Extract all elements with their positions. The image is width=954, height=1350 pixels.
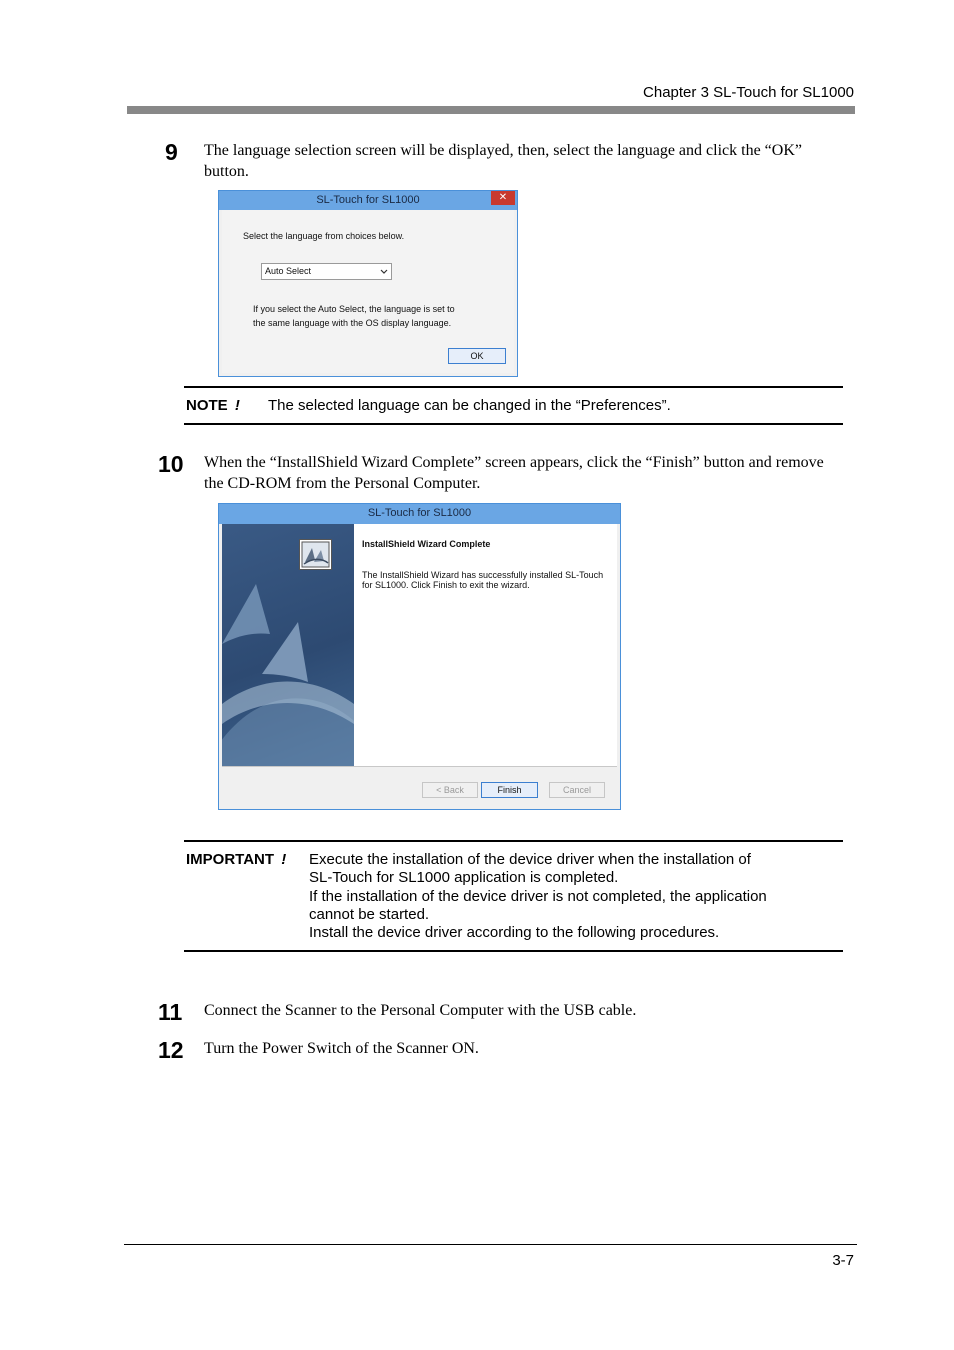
note-label-text: NOTE — [186, 397, 228, 414]
footer-rule — [124, 1244, 857, 1245]
important-top-rule — [184, 840, 843, 842]
auto-select-info-line2: the same language with the OS display language. — [253, 318, 452, 328]
chevron-down-icon — [380, 268, 388, 275]
finish-button[interactable]: Finish — [481, 782, 538, 798]
step-number-10: 10 — [158, 451, 184, 477]
step-text-11: Connect the Scanner to the Personal Computer with the USB cable. — [204, 1002, 637, 1019]
wizard-heading: InstallShield Wizard Complete — [362, 539, 491, 549]
note-label — [186, 397, 240, 415]
close-icon[interactable]: ✕ — [491, 191, 515, 205]
language-prompt: Select the language from choices below. — [243, 231, 405, 241]
important-line-1: Execute the installation of the device driver when the installation of — [309, 851, 751, 868]
wizard-title: SL-Touch for SL1000 — [219, 504, 620, 524]
chapter-header: Chapter 3 SL-Touch for SL1000 — [643, 84, 854, 101]
app-logo-icon — [299, 539, 332, 570]
important-line-2: SL-Touch for SL1000 application is completed. — [309, 869, 619, 887]
header-rule — [127, 106, 855, 114]
important-bottom-rule — [184, 950, 843, 952]
step-text-9: The language selection screen will be displayed, then, select the language and click the “OK” button. — [204, 142, 802, 180]
wizard-body-line1: The InstallShield Wizard has successfully installed SL-Touch — [362, 570, 604, 580]
wizard-content-panel — [354, 524, 617, 766]
wizard-frame — [222, 524, 617, 806]
ok-button[interactable]: OK — [448, 348, 506, 364]
wizard-body-line2: for SL1000. Click Finish to exit the wizard. — [362, 580, 530, 590]
step-number-12: 12 — [158, 1037, 184, 1063]
important-line-4: cannot be started. — [309, 905, 430, 923]
step-number-9: 9 — [165, 139, 178, 165]
wizard-divider — [222, 766, 617, 767]
important-mark: ! — [281, 851, 287, 868]
wizard-dialog-screenshot — [218, 503, 621, 810]
important-label-text: IMPORTANT — [186, 851, 275, 868]
note-bottom-rule — [184, 423, 843, 425]
step-text-12: Turn the Power Switch of the Scanner ON. — [204, 1040, 479, 1057]
important-line-5: Install the device driver according to the following procedures. — [309, 924, 720, 942]
important-text — [309, 851, 839, 942]
note-text: The selected language can be changed in the “Preferences”. — [268, 397, 671, 414]
back-button[interactable]: < Back — [422, 782, 478, 798]
language-select[interactable] — [261, 263, 392, 280]
language-dialog-screenshot — [218, 190, 518, 377]
important-line-3: If the installation of the device driver is not completed, the application — [309, 887, 767, 905]
dialog-body — [222, 210, 514, 373]
note-mark: ! — [234, 397, 240, 414]
dialog-title: SL-Touch for SL1000 — [219, 191, 517, 210]
cancel-button[interactable]: Cancel — [549, 782, 605, 798]
language-select-value: Auto Select — [265, 266, 312, 276]
sail-graphic-icon — [222, 524, 354, 766]
note-top-rule — [184, 386, 843, 388]
page-number: 3-7 — [832, 1252, 854, 1269]
step-text-10: When the “InstallShield Wizard Complete” screen appears, click the “Finish” button and remove the CD-ROM from the Personal Computer. — [204, 454, 824, 492]
auto-select-info-line1: If you select the Auto Select, the language is set to — [253, 304, 455, 314]
wizard-banner-image — [222, 524, 354, 766]
step-number-11: 11 — [158, 999, 183, 1025]
important-label — [186, 851, 286, 869]
